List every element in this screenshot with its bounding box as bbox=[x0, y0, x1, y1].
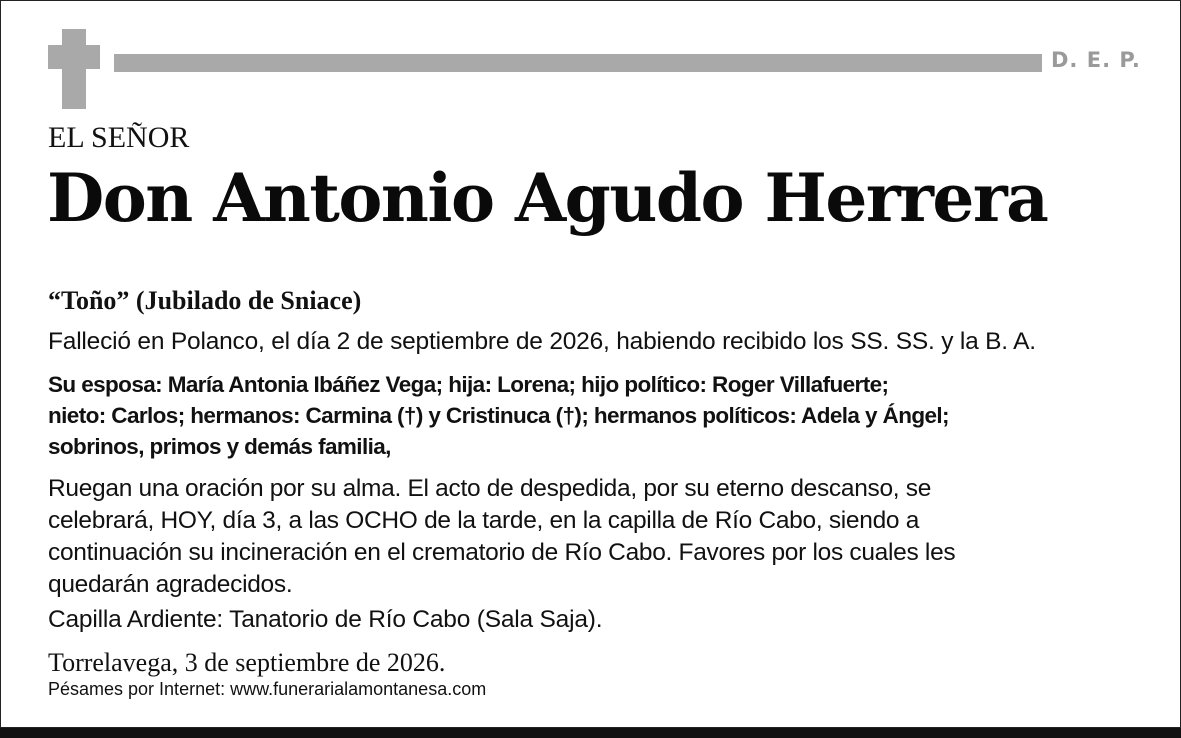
dep-label: D. E. P. bbox=[1051, 48, 1141, 72]
chapel-line: Capilla Ardiente: Tanatorio de Río Cabo (Sala Saja). bbox=[48, 606, 603, 633]
prayer-line: Ruegan una oración por su alma. El acto de despedida, por su eterno descanso, se bbox=[48, 475, 932, 502]
nickname-line: “Toño” (Jubilado de Sniace) bbox=[48, 286, 362, 315]
cross-icon-horizontal-bar bbox=[48, 45, 100, 69]
family-line: Su esposa: María Antonia Ibáñez Vega; hija: Lorena; hijo político: Roger Villafuerte; bbox=[48, 372, 889, 397]
death-line: Falleció en Polanco, el día 2 de septiembre de 2026, habiendo recibido los SS. SS. y la B. A. bbox=[48, 328, 1036, 355]
prayer-paragraph bbox=[48, 473, 1158, 601]
prayer-line: quedarán agradecidos. bbox=[48, 571, 293, 598]
bottom-border bbox=[0, 728, 1181, 738]
family-line: nieto: Carlos; hermanos: Carmina (†) y Cristinuca (†); hermanos políticos: Adela y Ángel; bbox=[48, 403, 949, 428]
family-line: sobrinos, primos y demás familia, bbox=[48, 434, 391, 459]
deceased-name: Don Antonio Agudo Herrera bbox=[47, 159, 1048, 237]
family-paragraph bbox=[48, 369, 1158, 462]
prayer-line: celebrará, HOY, día 3, a las OCHO de la tarde, en la capilla de Río Cabo, siendo a bbox=[48, 507, 920, 534]
condolences-web-line: Pésames por Internet: www.funerarialamontanesa.com bbox=[48, 679, 487, 699]
honorific-prefix: EL SEÑOR bbox=[48, 121, 190, 154]
cross-icon-vertical-bar bbox=[62, 29, 86, 109]
place-date-line: Torrelavega, 3 de septiembre de 2026. bbox=[48, 648, 446, 677]
header-rule bbox=[114, 54, 1042, 72]
prayer-line: continuación su incineración en el crematorio de Río Cabo. Favores por los cuales les bbox=[48, 539, 956, 566]
